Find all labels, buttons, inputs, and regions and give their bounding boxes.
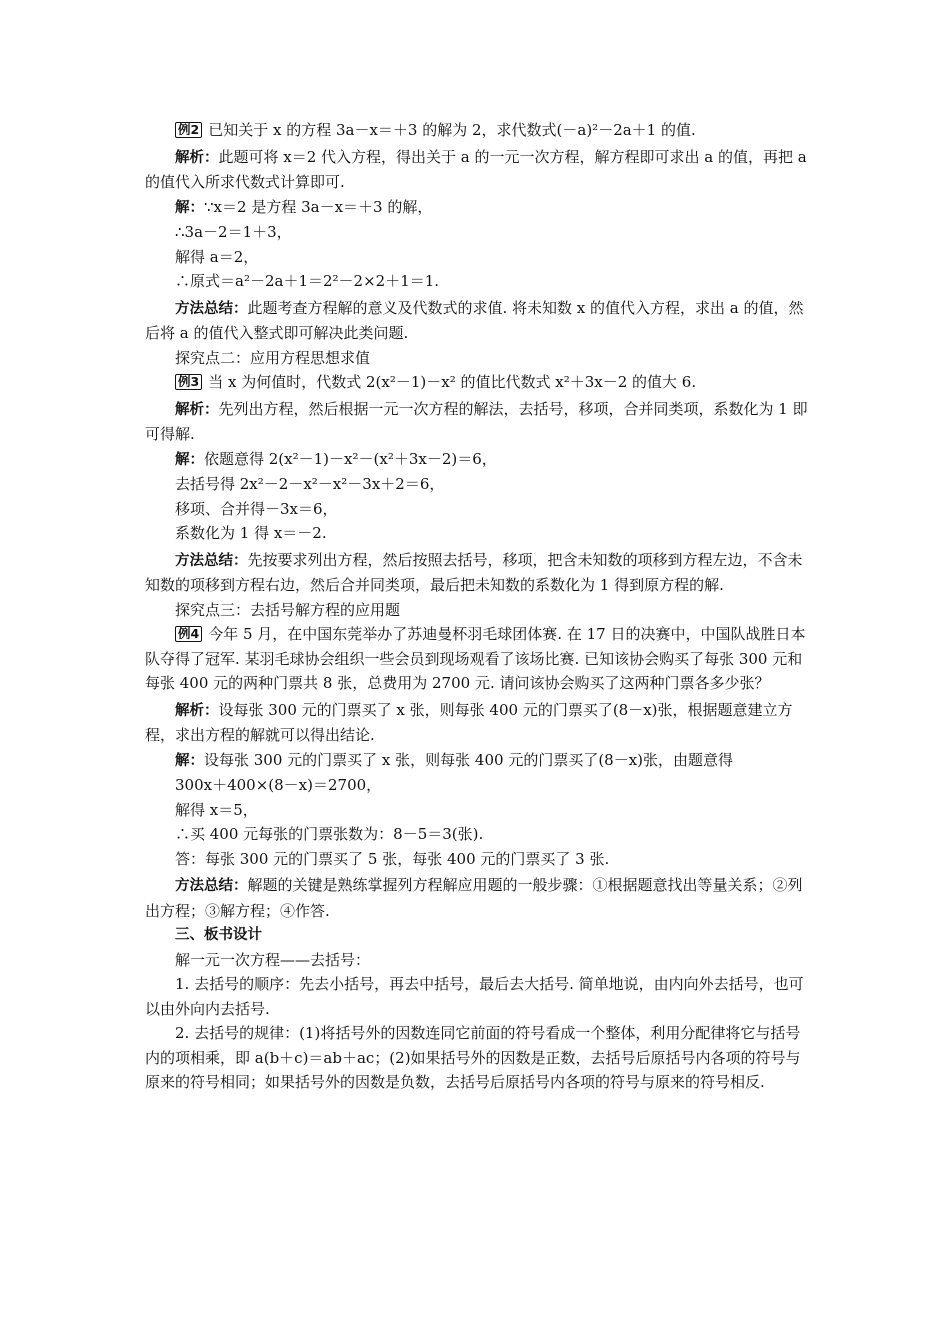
solution-line: ∴3a－2＝1＋3，	[175, 223, 292, 241]
solution-line: ∴原式＝a²－2a＋1＝2²－2×2＋1＝1.	[175, 272, 440, 290]
inquiry-point-3: 探究点三：去括号解方程的应用题	[175, 600, 401, 619]
solution-line: 去括号得 2x²－2－x²－x²－3x＋2＝6，	[175, 475, 445, 493]
example-2-solution: 解：∵x＝2 是方程 3a－x＝＋3 的解，	[175, 197, 433, 216]
example-3-analysis: 解析：先列出方程，然后根据一元一次方程的解法，去括号，移项，合并同类项，系数化为 1 即可得解.	[145, 399, 808, 443]
board-design-intro: 解一元一次方程——去括号：	[175, 950, 371, 969]
example-2-summary: 方法总结：此题考查方程解的意义及代数式的求值. 将未知数 x 的值代入方程，求出 a 的值，然后将 a 的值代入整式即可解决此类问题.	[145, 298, 804, 342]
example-4-analysis: 解析：设每张 300 元的门票买了 x 张，则每张 400 元的门票买了(8－x)张，根据题意建立方程，求出方程的解就可以得出结论.	[145, 700, 793, 744]
example-3-summary: 方法总结：先按要求列出方程，然后按照去括号，移项，把含未知数的项移到方程左边，不含未知数的项移到方程右边，然后合并同类项，最后把未知数的系数化为 1 得到原方程的解.	[145, 550, 803, 594]
solution-line: 移项、合并得－3x＝6，	[175, 499, 338, 518]
example-4-summary: 方法总结：解题的关键是熟练掌握列方程解应用题的一般步骤：①根据题意找出等量关系；②列出方程；③解方程；④作答.	[145, 876, 803, 920]
example-3-solution: 解：依题意得 2(x²－1)－x²－(x²＋3x－2)＝6，	[175, 449, 497, 468]
board-design-item-1: 1. 去括号的顺序：先去小括号，再去中括号，最后去大括号. 简单地说，由内向外去括号，也可以由外向内去括号.	[145, 975, 804, 1018]
example-2-question: 例2 已知关于 x 的方程 3a－x＝＋3 的解为 2，求代数式(－a)²－2a＋1 的值.	[145, 118, 810, 143]
document-page	[145, 118, 810, 1095]
section-heading-board-design: 三、板书设计	[175, 927, 262, 943]
board-design-item-2: 2. 去括号的规律：(1)将括号外的因数连同它前面的符号看成一个整体，利用分配律将它与括号内的项相乘，即 a(b＋c)＝ab＋ac；(2)如果括号外的因数是正数，去括号后原括号内各项的符号与原来的符号相同；如果括号外的因数是负数，去括号后原括号内各项的符号与原来的符号相反.	[145, 1024, 801, 1091]
solution-line: ∴买 400 元每张的门票张数为：8－5＝3(张).	[175, 825, 484, 843]
example-4-solution: 解：设每张 300 元的门票买了 x 张，则每张 400 元的门票买了(8－x)张，由题意得	[175, 750, 734, 769]
inquiry-point-2: 探究点二：应用方程思想求值	[175, 348, 371, 367]
solution-line: 解得 a＝2，	[175, 247, 259, 266]
solution-line: 300x＋400×(8－x)＝2700，	[175, 776, 382, 794]
solution-line: 系数化为 1 得 x＝－2.	[175, 524, 327, 542]
example-badge: 例4	[175, 626, 202, 642]
example-3-question: 例3 当 x 为何值时，代数式 2(x²－1)－x² 的值比代数式 x²＋3x－2 的值大 6.	[145, 370, 810, 395]
example-badge: 例2	[175, 122, 202, 138]
solution-answer: 答：每张 300 元的门票买了 5 张，每张 400 元的门票买了 3 张.	[175, 849, 610, 868]
example-2-analysis: 解析：此题可将 x＝2 代入方程，得出关于 a 的一元一次方程，解方程即可求出 a 的值，再把 a 的值代入所求代数式计算即可.	[145, 147, 807, 191]
solution-line: 解得 x＝5，	[175, 800, 258, 819]
example-4-question: 例4 今年 5 月，在中国东莞举办了苏迪曼杯羽毛球团体赛. 在 17 日的决赛中，中国队战胜日本队夺得了冠军. 某羽毛球协会组织一些会员到现场观看了该场比赛. 已知该协会购买了每张 300 元和每张 400 元的两种门票共 8 张，总费用为 2700 元. 请问该协会购买了这两种门票各多少张？	[145, 625, 806, 692]
example-badge: 例3	[175, 374, 202, 390]
